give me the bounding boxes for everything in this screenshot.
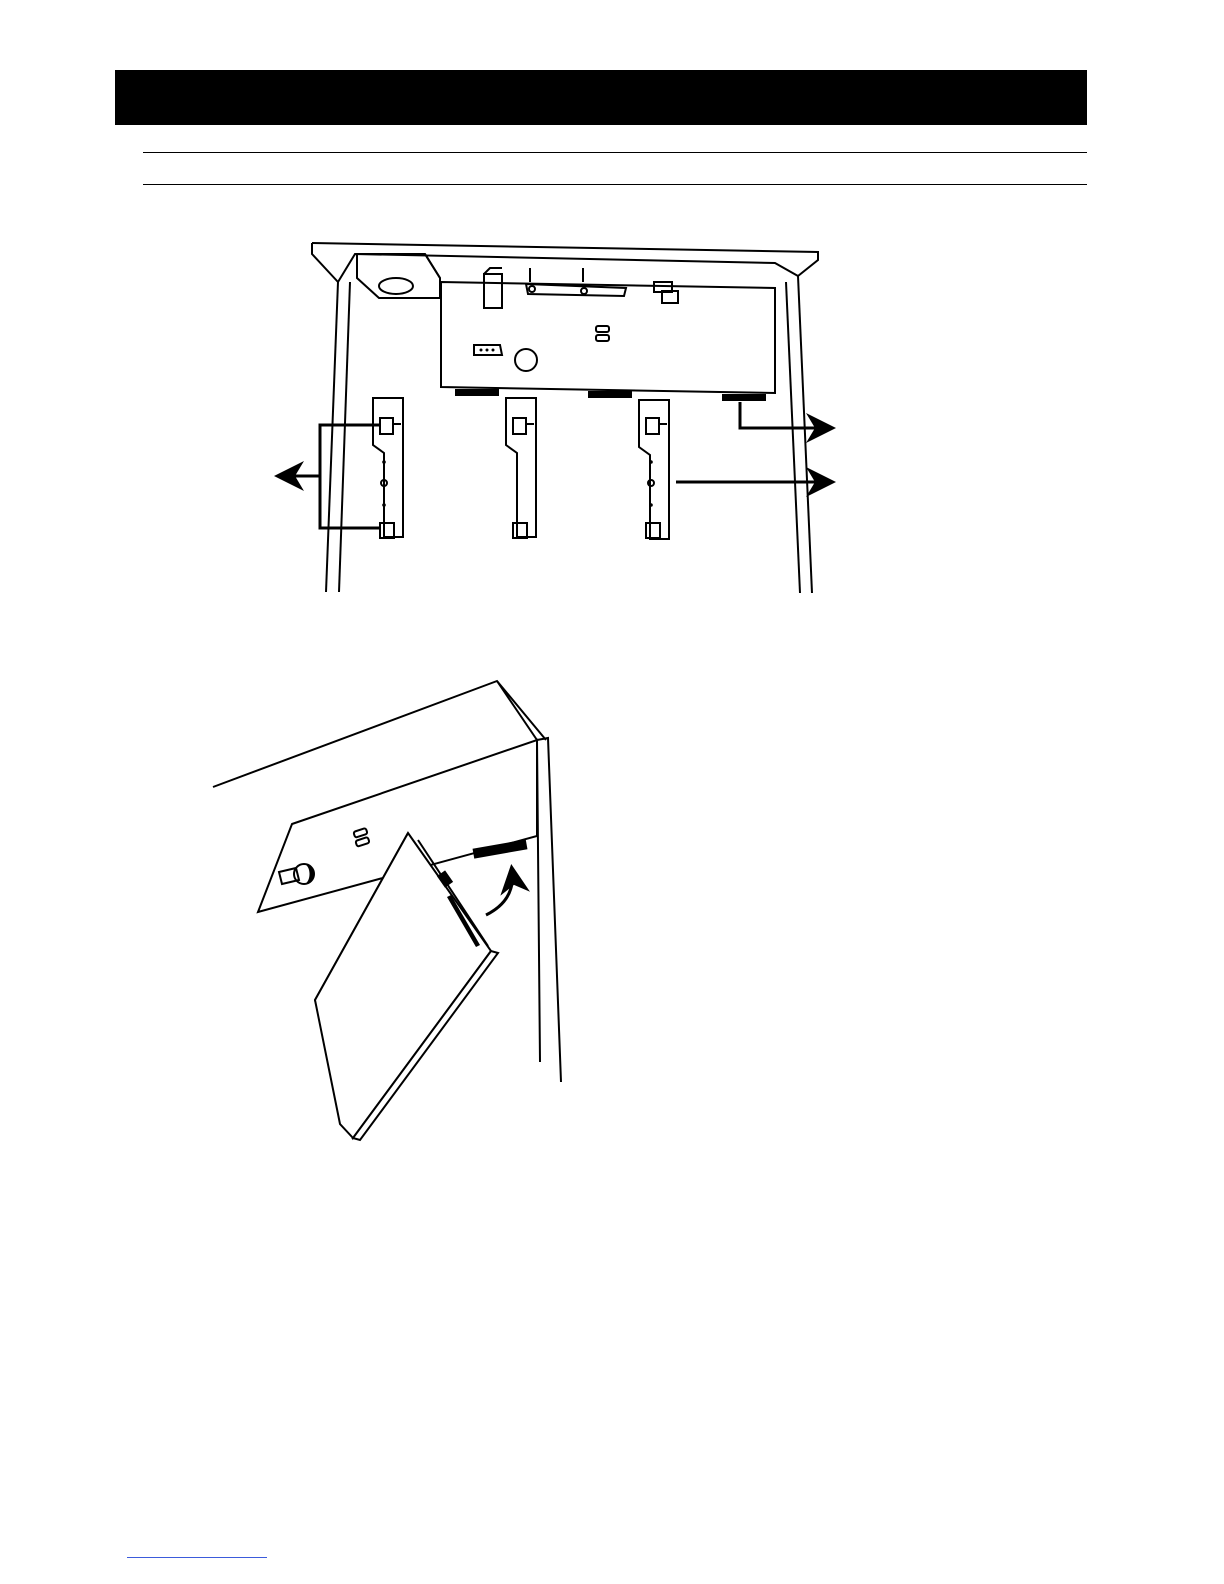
hard-drive	[315, 833, 498, 1140]
arrow-insert-drive	[486, 870, 512, 915]
footer-link-underline[interactable]	[127, 1557, 267, 1558]
drive-connector	[473, 839, 528, 858]
